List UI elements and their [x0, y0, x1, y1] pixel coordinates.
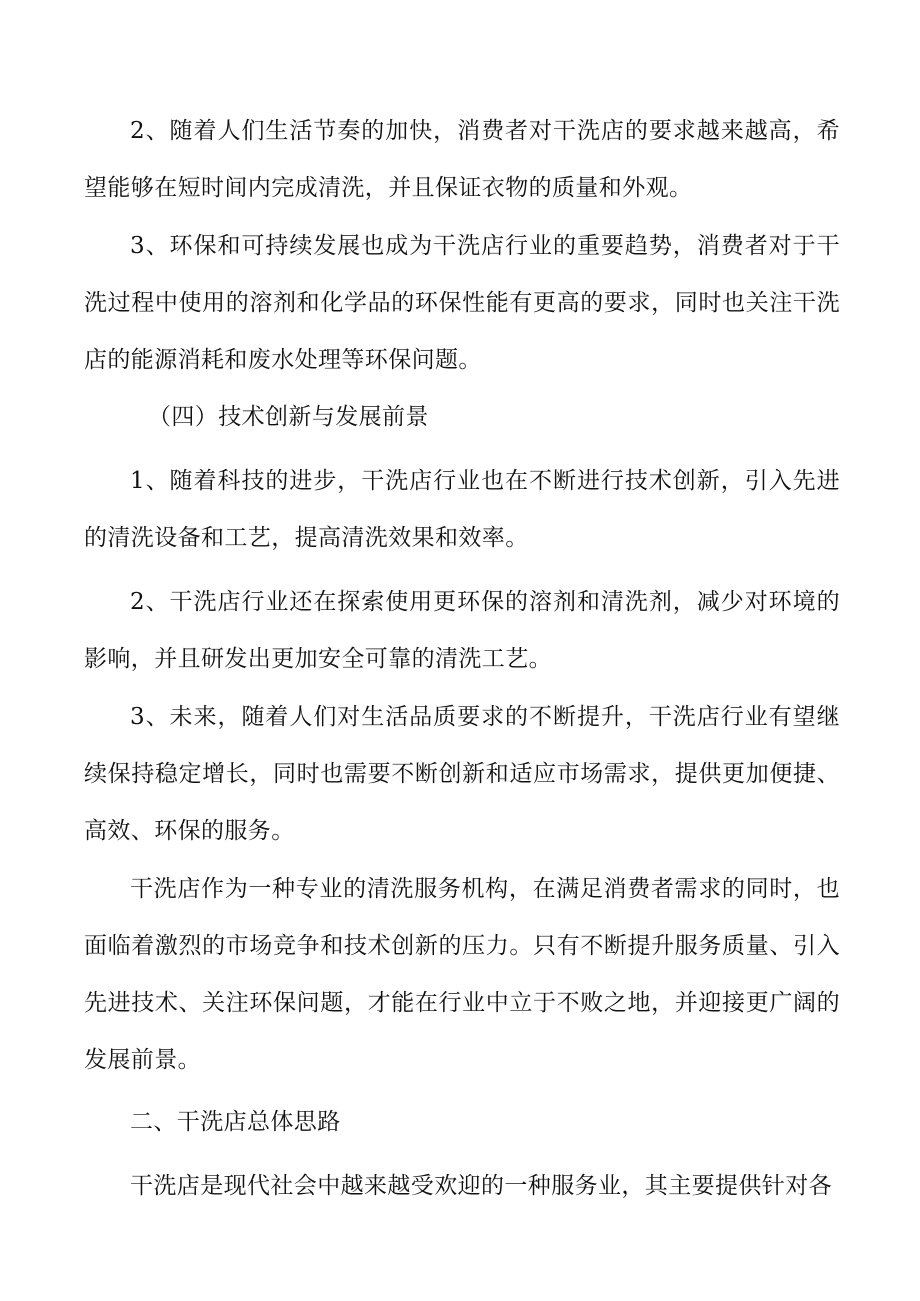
paragraph-future-outlook: 3、未来，随着人们对生活品质要求的不断提升，干洗店行业有望继续保持稳定增长，同时也需要不断创新和适应市场需求，提供更加便捷、高效、环保的服务。	[84, 704, 840, 844]
section-heading-overall-approach: 二、干洗店总体思路	[130, 1109, 341, 1135]
paragraph-summary: 干洗店作为一种专业的清洗服务机构，在满足消费者需求的同时，也面临着激烈的市场竞争和技术创新的压力。只有不断提升服务质量、引入先进技术、关注环保问题，才能在行业中立于不败之地，并迎接更广阔的发展前景。	[84, 876, 840, 1073]
paragraph-environmental-trend: 3、环保和可持续发展也成为干洗店行业的重要趋势，消费者对于干洗过程中使用的溶剂和化学品的环保性能有更高的要求，同时也关注干洗店的能源消耗和废水处理等环保问题。	[84, 233, 840, 373]
section-heading-tech-innovation: （四）技术创新与发展前景	[148, 404, 429, 430]
paragraph-tech-progress: 1、随着科技的进步，干洗店行业也在不断进行技术创新，引入先进的清洗设备和工艺，提高清洗效果和效率。	[84, 468, 840, 551]
paragraph-eco-solvents: 2、干洗店行业还在探索使用更环保的溶剂和清洗剂，减少对环境的影响，并且研发出更加安全可靠的清洗工艺。	[84, 589, 840, 672]
paragraph-overview-start: 干洗店是现代社会中越来越受欢迎的一种服务业，其主要提供针对各	[130, 1173, 832, 1199]
paragraph-demand-speed: 2、随着人们生活节奏的加快，消费者对干洗店的要求越来越高，希望能够在短时间内完成清洗，并且保证衣物的质量和外观。	[84, 118, 840, 201]
